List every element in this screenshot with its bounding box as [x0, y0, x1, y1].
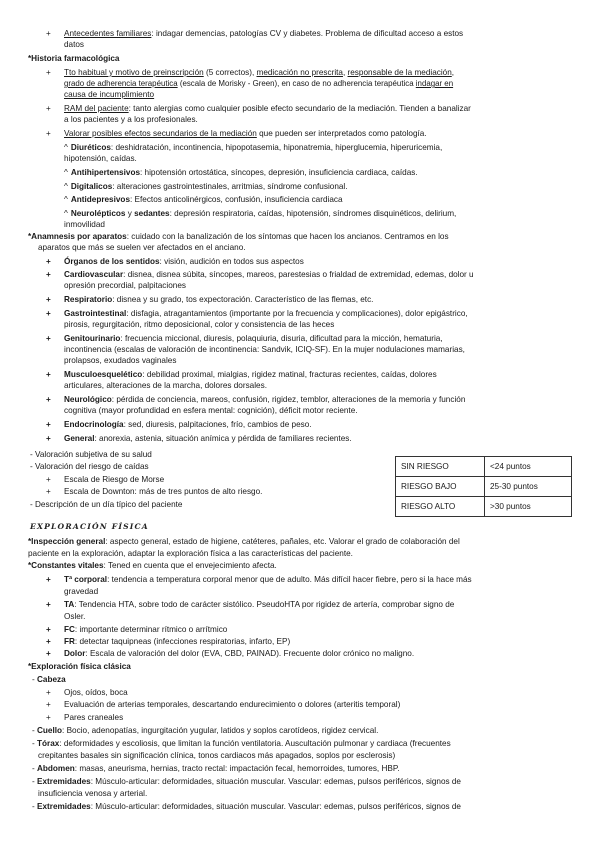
- cabeza-item: Evaluación de arterias temporales, descartando endurecimiento o dolores (arteritis temporal): [64, 700, 401, 709]
- cabeza-item: Pares craneales: [64, 713, 124, 722]
- inspeccion-text: : aspecto general, estado de higiene, catéteres, pañales, etc. Valorar el grado de colaboración del: [105, 537, 460, 546]
- anamnesis-item: [64, 319, 334, 330]
- system-text: : anorexia, astenia, situación anímica y pérdida de familiares recientes.: [94, 434, 352, 443]
- inspeccion-cont: paciente en la exploración, adaptar la exploración física a las características del paciente.: [28, 549, 353, 558]
- bullet-plus: +: [46, 309, 51, 318]
- bullet-plus: +: [46, 370, 51, 379]
- vital-item: [64, 648, 414, 659]
- dash: -: [32, 726, 38, 735]
- anamnesis-item: [64, 280, 186, 291]
- anamnesis-item: [64, 256, 304, 267]
- system-name: Cardiovascular: [64, 270, 124, 279]
- drug-effect-text: : depresión respiratoria, caídas, hipotensión, síndromes disquinéticos, delirium,: [169, 209, 457, 218]
- section-title: EXPLORACIÓN FÍSICA: [30, 522, 149, 531]
- system-name: Endocrinología: [64, 420, 124, 429]
- vital-text: : Escala de valoración del dolor (EVA, CBD, PAINAD). Frecuente dolor crónico no maligno.: [85, 649, 415, 658]
- anamnesis-heading: *Anamnesis por aparatos: [28, 232, 127, 241]
- historia-text: ,: [451, 68, 455, 77]
- cabeza-item: Ojos, oídos, boca: [64, 688, 128, 697]
- system-name: General: [64, 434, 95, 443]
- system-text: incontinencia (escalas de valoración de incontinencia: Sandvik, ICIQ-SF). En la mujer nodulaciones mamarias,: [64, 345, 465, 354]
- dash: -: [32, 675, 38, 684]
- grado-adherencia: grado de adherencia terapéutica: [64, 79, 178, 88]
- bullet-plus: +: [46, 257, 51, 266]
- bullet-plus: +: [46, 487, 51, 496]
- bullet-plus: +: [46, 395, 51, 404]
- inspeccion-heading: *Inspección general: [28, 537, 106, 546]
- bullet-plus: +: [46, 637, 51, 646]
- drug-effect-line: [64, 208, 456, 219]
- drug-effect-text: hipotensión, caídas.: [64, 154, 137, 163]
- bullet-plus: +: [46, 700, 51, 709]
- historia-heading: *Historia farmacológica: [28, 54, 120, 63]
- risk-points-cell: <24 puntos: [485, 457, 572, 477]
- ram-line: [64, 103, 471, 114]
- vital-name: Tª corporal: [64, 575, 108, 584]
- drug-name: Antidepresivos: [70, 195, 130, 204]
- ram-cont: a los pacientes y a los profesionales.: [64, 115, 198, 124]
- medicacion-no-prescrita: medicación no prescrita: [256, 68, 343, 77]
- vital-item: [64, 611, 85, 622]
- bullet-plus: +: [46, 104, 51, 113]
- antecedentes-text: : indagar demencias, patologías CV y diabetes. Problema de dificultad acceso a estos: [151, 29, 464, 38]
- fall-risk-table: [395, 456, 572, 517]
- drug-effect-line: [64, 153, 137, 164]
- constantes-heading: *Constantes vitales: [28, 561, 104, 570]
- antecedentes-line: [64, 28, 463, 39]
- risk-points-cell: >30 puntos: [485, 497, 572, 517]
- vital-text: gravedad: [64, 587, 99, 596]
- efectos-line: [64, 128, 427, 139]
- region-name: Tórax: [37, 739, 60, 748]
- drug-effect-text: : alteraciones gastrointestinales, arritmias, síndrome confusional.: [112, 182, 348, 191]
- system-text: : disnea y su grado, tos expectoración. Característico de las flemas, etc.: [112, 295, 374, 304]
- caret-mark: ^: [64, 195, 68, 204]
- bullet-plus: +: [46, 713, 51, 722]
- vital-text: Osler.: [64, 612, 86, 621]
- anamnesis-item: [64, 355, 176, 366]
- efectos-text: que pueden ser interpretados como patología.: [256, 129, 427, 138]
- anamnesis-item: [64, 380, 267, 391]
- connector: y: [125, 209, 135, 218]
- historia-line-2: [64, 78, 453, 89]
- vital-name: FC: [64, 625, 75, 634]
- indagar-en: indagar en: [415, 79, 454, 88]
- bullet-plus: +: [46, 625, 51, 634]
- drug-effect-text: : hipotensión ortostática, síncopes, depresión, insuficiencia cardiaca, caídas.: [140, 168, 418, 177]
- system-text: : visión, audición en todos sus aspectos: [159, 257, 304, 266]
- exploracion-item: [38, 750, 395, 761]
- caret-mark: ^: [64, 168, 68, 177]
- responsable-mediacion: responsable de la mediación: [347, 68, 452, 77]
- vital-item: [64, 574, 472, 585]
- inspeccion-line: [28, 536, 460, 547]
- anamnesis-item: [64, 394, 465, 405]
- drug-effect-text: : Efectos anticolinérgicos, confusión, insuficiencia cardiaca: [130, 195, 343, 204]
- exploracion-clasica-heading: *Exploración física clásica: [28, 662, 131, 671]
- drug-name: sedantes: [134, 209, 170, 218]
- system-text: opresión precordial, palpitaciones: [64, 281, 186, 290]
- cabeza-heading: Cabeza: [37, 675, 66, 684]
- system-name: Genitourinario: [64, 334, 121, 343]
- antecedentes-cont: datos: [64, 40, 85, 49]
- exploracion-item: [32, 801, 461, 812]
- caret-mark: ^: [64, 182, 68, 191]
- exploracion-item: [38, 788, 147, 799]
- tto-habitual-link: Tto habitual y motivo de preinscripción: [64, 68, 204, 77]
- bullet-plus: +: [46, 270, 51, 279]
- antecedentes-label: Antecedentes familiares: [64, 29, 152, 38]
- vital-text: : importante determinar rítmico o arrítmico: [74, 625, 228, 634]
- vital-name: FR: [64, 637, 75, 646]
- system-name: Musculoesquelético: [64, 370, 143, 379]
- region-name: Abdomen: [37, 764, 75, 773]
- drug-effect-line: [64, 142, 442, 153]
- region-text: : Músculo-articular: deformidades, situación muscular. Vascular: edemas, pulsos periféricos, signos de: [90, 802, 461, 811]
- anamnesis-item: [64, 308, 468, 319]
- drug-effect-text: : deshidratación, incontinencia, hipopotasemia, hiponatremia, hiperglucemia, hiperuricemia,: [110, 143, 443, 152]
- bullet-plus: +: [46, 649, 51, 658]
- anamnesis-intro: : cuidado con la banalización de los síntomas que hacen los ancianos. Centramos en los: [126, 232, 449, 241]
- drug-effect-line: [64, 194, 343, 205]
- system-text: articulares, alteraciones de la marcha, dolores dorsales.: [64, 381, 267, 390]
- anamnesis-item: [64, 369, 437, 380]
- drug-name: Digitalicos: [70, 182, 113, 191]
- bullet-plus: +: [46, 575, 51, 584]
- ram-text: : tanto alergias como cualquier posible efecto secundario de la mediación. Tienden a banalizar: [128, 104, 471, 113]
- bullet-plus: +: [46, 29, 51, 38]
- region-text: : masas, aneurisma, hernias, tracto rectal: impactación fecal, hemorroides, tumores, HBP.: [74, 764, 400, 773]
- system-name: Órganos de los sentidos: [64, 257, 160, 266]
- vital-item: [64, 586, 98, 597]
- vital-text: : Tendencia HTA, sobre todo de carácter sistólico. PseudoHTA por rigidez de artería, comprobar signo de: [74, 600, 455, 609]
- vital-text: : tendencia a temperatura corporal menor que de adulto. Más difícil hacer fiebre, pero si la hace más: [107, 575, 472, 584]
- anamnesis-item: [64, 405, 358, 416]
- anamnesis-item: [64, 344, 465, 355]
- region-text: : Bocio, adenopatías, ingurgitación yugular, latidos y soplos carotídeos, rigidez cervical.: [62, 726, 379, 735]
- system-name: Respiratorio: [64, 295, 113, 304]
- vital-name: Dolor: [64, 649, 86, 658]
- dash: -: [32, 802, 38, 811]
- constantes-text: : Tened en cuenta que el envejecimiento afecta.: [103, 561, 277, 570]
- anamnesis-item: [64, 294, 373, 305]
- region-text: insuficiencia venosa y arterial.: [38, 789, 148, 798]
- anamnesis-item: [64, 333, 443, 344]
- anamnesis-item: [64, 269, 474, 280]
- drug-name: Diuréticos: [70, 143, 111, 152]
- system-text: : pérdida de conciencia, mareos, confusión, rigidez, temblor, alteraciones de la memoria y función: [111, 395, 466, 404]
- causa-incumplimiento: causa de incumplimiento: [64, 90, 155, 99]
- region-text: : Músculo-articular: deformidades, situación muscular. Vascular: edemas, pulsos periféricos, signos de: [90, 777, 461, 786]
- table-row: [396, 457, 572, 477]
- valoracion-riesgo: - Valoración del riesgo de caídas: [30, 462, 149, 471]
- bullet-plus: +: [46, 475, 51, 484]
- drug-effect-text: inmovilidad: [64, 220, 105, 229]
- table-row: [396, 477, 572, 497]
- table-row: [396, 497, 572, 517]
- system-text: : sed, diuresis, palpitaciones, frío, cambios de peso.: [123, 420, 312, 429]
- ram-label: RAM del paciente: [64, 104, 129, 113]
- cabeza-line: [32, 674, 66, 685]
- exploracion-item: [32, 725, 378, 736]
- system-text: cognitiva (mayor profundidad en esfera mental: cognición), déficit motor reciente.: [64, 406, 358, 415]
- bullet-plus: +: [46, 434, 51, 443]
- system-name: Gastrointestinal: [64, 309, 127, 318]
- system-text: pirosis, regurgitación, ritmo deposicional, color y consistencia de las heces: [64, 320, 335, 329]
- dash: -: [32, 764, 38, 773]
- escala-morse: Escala de Riesgo de Morse: [64, 475, 165, 484]
- system-text: : disnea, disnea súbita, síncopes, mareos, parestesias o frialdad de extremidad, edemas, dolor u: [123, 270, 474, 279]
- efectos-label: Valorar posibles efectos secundarios de la mediación: [64, 129, 257, 138]
- drug-name: Antihipertensivos: [70, 168, 140, 177]
- risk-points-cell: 25-30 puntos: [485, 477, 572, 497]
- system-name: Neurológico: [64, 395, 112, 404]
- bullet-plus: +: [46, 688, 51, 697]
- vital-item: [64, 624, 227, 635]
- dash: -: [32, 739, 38, 748]
- historia-text: (escala de Morisky - Green), en caso de no adherencia terapéutica: [177, 79, 416, 88]
- drug-name: Neurolépticos: [70, 209, 126, 218]
- bullet-plus: +: [46, 334, 51, 343]
- anamnesis-intro2: aparatos que más se suelen ver afectados en el anciano.: [38, 243, 246, 252]
- historia-line-1: [64, 67, 454, 78]
- historia-text: (5 correctos),: [203, 68, 257, 77]
- caret-mark: ^: [64, 143, 68, 152]
- region-name: Cuello: [37, 726, 63, 735]
- dash: -: [32, 777, 38, 786]
- valoracion-subjetiva: - Valoración subjetiva de su salud: [30, 450, 152, 459]
- bullet-plus: +: [46, 420, 51, 429]
- descripcion-dia: - Descripción de un día típico del paciente: [30, 500, 183, 509]
- constantes-line: [28, 560, 277, 571]
- anamnesis-line: [28, 231, 449, 242]
- bullet-plus: +: [46, 600, 51, 609]
- system-text: : debilidad proximal, mialgias, rigidez matinal, fracturas recientes, caídas, dolores: [142, 370, 437, 379]
- exploracion-item: [32, 776, 461, 787]
- region-name: Extremidades: [37, 802, 91, 811]
- vital-item: [64, 599, 454, 610]
- system-text: : disfagia, atragantamientos (importante por la frecuencia y complicaciones), dolor epigástrico,: [126, 309, 468, 318]
- bullet-plus: +: [46, 295, 51, 304]
- caret-mark: ^: [64, 209, 68, 218]
- bullet-plus: +: [46, 68, 51, 77]
- bullet-plus: +: [46, 129, 51, 138]
- region-name: Extremidades: [37, 777, 91, 786]
- anamnesis-item: [64, 419, 312, 430]
- exploracion-item: [32, 738, 451, 749]
- vital-item: [64, 636, 290, 647]
- system-text: : frecuencia miccional, diuresis, polaquiuria, disuria, dificultad para la micción, hematuria,: [120, 334, 443, 343]
- vital-name: TA: [64, 600, 75, 609]
- drug-effect-line: [64, 181, 348, 192]
- risk-level-cell: RIESGO BAJO: [396, 477, 485, 497]
- drug-effect-line: [64, 219, 105, 230]
- region-text: : deformidades y escoliosis, que limitan la función ventilatoria. Auscultación pulmonar y cardiaca (frecuentes: [59, 739, 451, 748]
- risk-level-cell: SIN RIESGO: [396, 457, 485, 477]
- vital-text: : detectar taquipneas (infecciones respiratorias, infarto, EP): [74, 637, 291, 646]
- exploracion-item: [32, 763, 400, 774]
- escala-downton: Escala de Downton: más de tres puntos de alto riesgo.: [64, 487, 263, 496]
- region-text: crepitantes basales sin significación clínica, tonos cardiacos más apagados, soplos por esclerosis): [38, 751, 396, 760]
- anamnesis-item: [64, 433, 352, 444]
- system-text: prolapsos, exudados vaginales: [64, 356, 177, 365]
- risk-level-cell: RIESGO ALTO: [396, 497, 485, 517]
- historia-text: ,: [342, 68, 348, 77]
- drug-effect-line: [64, 167, 418, 178]
